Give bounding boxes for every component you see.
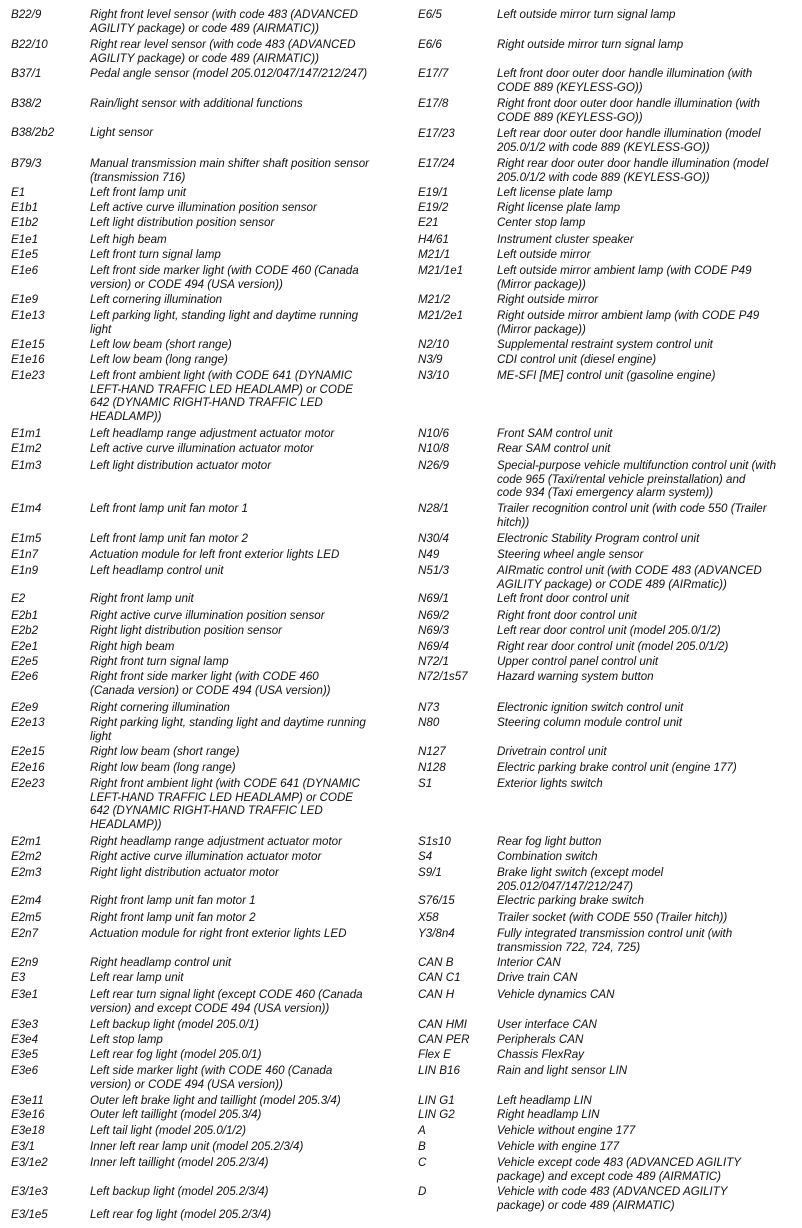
legend-description: Left light distribution actuator motor	[90, 459, 272, 472]
legend-code: Flex E	[418, 1048, 451, 1061]
legend-description: Right front side marker light (with CODE 460 (Canada version) or CODE 494 (USA version))	[90, 670, 331, 697]
legend-description: Left front lamp unit	[90, 186, 187, 199]
legend-description: User interface CAN	[497, 1018, 597, 1031]
legend-code: E1e6	[11, 264, 39, 277]
legend-description: Actuation module for right front exterior lights LED	[90, 927, 347, 940]
legend-code: B22/10	[11, 38, 48, 51]
legend-code: CAN H	[418, 988, 455, 1001]
legend-description: Left rear fog light (model 205.0/1)	[90, 1048, 262, 1061]
legend-code: S76/15	[418, 894, 455, 907]
legend-description: Rain/light sensor with additional functions	[90, 97, 303, 110]
legend-description: Left rear door control unit (model 205.0/1/2)	[497, 624, 721, 637]
legend-description: Actuation module for left front exterior lights LED	[90, 548, 340, 561]
legend-code: B38/2b2	[11, 126, 55, 139]
legend-code: X58	[418, 911, 439, 924]
legend-description: Outer left taillight (model 205.3/4)	[90, 1108, 262, 1121]
legend-code: E1e16	[11, 353, 45, 366]
legend-description: Right front lamp unit fan motor 2	[90, 911, 256, 924]
legend-description: Left active curve illumination actuator motor	[90, 442, 314, 455]
legend-code: E19/2	[418, 201, 449, 214]
legend-code: E19/1	[418, 186, 449, 199]
legend-description: Supplemental restraint system control unit	[497, 338, 713, 351]
legend-description: Rain and light sensor LIN	[497, 1064, 628, 1077]
legend-code: N69/4	[418, 640, 449, 653]
legend-code: N69/1	[418, 592, 449, 605]
legend-description: Left license plate lamp	[497, 186, 613, 199]
legend-code: M21/2	[418, 293, 451, 306]
legend-code: H4/61	[418, 233, 449, 246]
legend-code: B79/3	[11, 157, 42, 170]
legend-description: Electronic ignition switch control unit	[497, 701, 684, 714]
legend-description: ME-SFI [ME] control unit (gasoline engine)	[497, 369, 716, 382]
legend-code: E1e9	[11, 293, 39, 306]
legend-description: Vehicle dynamics CAN	[497, 988, 615, 1001]
legend-code: LIN B16	[418, 1064, 460, 1077]
legend-code: CAN B	[418, 956, 454, 969]
legend-description: Left outside mirror ambient lamp (with CODE P49 (Mirror package))	[497, 264, 752, 291]
legend-code: N72/1s57	[418, 670, 468, 683]
legend-code: N128	[418, 761, 446, 774]
legend-description: Left headlamp control unit	[90, 564, 224, 577]
legend-description: Left low beam (long range)	[90, 353, 228, 366]
legend-description: Fully integrated transmission control unit (with transmission 722, 724, 725)	[497, 927, 733, 954]
legend-code: E17/23	[418, 127, 455, 140]
legend-code: E3/1e5	[11, 1208, 48, 1221]
legend-code: E3e4	[11, 1033, 39, 1046]
legend-code: N80	[418, 716, 440, 729]
legend-description: Left stop lamp	[90, 1033, 163, 1046]
legend-description: Left tail light (model 205.0/1/2)	[90, 1124, 246, 1137]
legend-code: E3	[11, 971, 26, 984]
legend-description: Left outside mirror turn signal lamp	[497, 8, 676, 21]
legend-code: E1	[11, 186, 26, 199]
legend-description: Upper control panel control unit	[497, 655, 659, 668]
legend-code: E1m4	[11, 502, 42, 515]
legend-code: N10/6	[418, 427, 449, 440]
legend-code: E6/6	[418, 38, 442, 51]
legend-description: Combination switch	[497, 850, 598, 863]
legend-description: Right rear door outer door handle illumination (model 205.0/1/2 with code 889 (KEYLESS-GO))	[497, 157, 769, 184]
legend-description: Left front door control unit	[497, 592, 630, 605]
legend-description: Pedal angle sensor (model 205.012/047/147/212/247)	[90, 67, 368, 80]
legend-description: Right front level sensor (with code 483 (ADVANCED AGILITY package) or code 489 (AIRMATIC))	[90, 8, 359, 35]
legend-description: Left backup light (model 205.2/3/4)	[90, 1185, 269, 1198]
legend-description: Chassis FlexRay	[497, 1048, 584, 1061]
legend-code: CAN C1	[418, 971, 461, 984]
legend-description: Right front lamp unit fan motor 1	[90, 894, 256, 907]
legend-code: N72/1	[418, 655, 449, 668]
legend-description: Right license plate lamp	[497, 201, 621, 214]
legend-code: E3e11	[11, 1094, 44, 1107]
legend-description: Left side marker light (with CODE 460 (Canada version) or CODE 494 (USA version))	[90, 1064, 333, 1091]
legend-code: D	[418, 1185, 427, 1198]
legend-description: Rear fog light button	[497, 835, 602, 848]
legend-description: Right front door outer door handle illumination (with CODE 889 (KEYLESS-GO))	[497, 97, 760, 124]
legend-code: S4	[418, 850, 433, 863]
legend-description: Left light distribution position sensor	[90, 216, 275, 229]
legend-code: CAN HMI	[418, 1018, 467, 1031]
legend-description: Left front ambient light (with CODE 641 (DYNAMIC LEFT-HAND TRAFFIC LED HEADLAMP) or CODE 642 (DYNAMIC RIGHT-HAND TRAFFIC LED HEADLAMP))	[90, 369, 354, 423]
legend-code: E6/5	[418, 8, 442, 21]
legend-description: Right outside mirror ambient lamp (with CODE P49 (Mirror package))	[497, 309, 760, 336]
legend-code: E2e23	[11, 777, 45, 790]
legend-description: Left high beam	[90, 233, 167, 246]
legend-description: Right low beam (short range)	[90, 745, 240, 758]
legend-code: N73	[418, 701, 440, 714]
legend-description: Right headlamp control unit	[90, 956, 232, 969]
legend-code: A	[418, 1124, 426, 1137]
legend-description: Left parking light, standing light and daytime running light	[90, 309, 359, 336]
legend-code: E1e15	[11, 338, 45, 351]
legend-description: Special-purpose vehicle multifunction control unit (with code 965 (Taxi/rental vehicle preinstallation) and code 934 (Taxi emergency alarm system))	[497, 459, 777, 500]
legend-code: E2e1	[11, 640, 39, 653]
legend-code: E3e18	[11, 1124, 45, 1137]
legend-description: Left headlamp range adjustment actuator motor	[90, 427, 335, 440]
legend-description: Instrument cluster speaker	[497, 233, 634, 246]
legend-description: Electronic Stability Program control unit	[497, 532, 700, 545]
legend-code: E1e23	[11, 369, 45, 382]
legend-code: E1m1	[11, 427, 42, 440]
legend-code: Y3/8n4	[418, 927, 455, 940]
legend-code: N127	[418, 745, 446, 758]
legend-description: Drivetrain control unit	[497, 745, 607, 758]
legend-code: E1b2	[11, 216, 39, 229]
legend-description: Right front turn signal lamp	[90, 655, 229, 668]
legend-description: Right parking light, standing light and daytime running light	[90, 716, 366, 743]
legend-description: Right headlamp range adjustment actuator motor	[90, 835, 342, 848]
legend-description: Right outside mirror	[497, 293, 599, 306]
legend-code: E2m3	[11, 866, 42, 879]
legend-code: E2e13	[11, 716, 45, 729]
legend-code: E1n7	[11, 548, 39, 561]
legend-code: M21/2e1	[418, 309, 464, 322]
legend-description: Front SAM control unit	[497, 427, 613, 440]
legend-code: N51/3	[418, 564, 449, 577]
legend-code: E1m2	[11, 442, 42, 455]
legend-description: Steering wheel angle sensor	[497, 548, 644, 561]
legend-code: E2m5	[11, 911, 42, 924]
legend-code: E2e9	[11, 701, 39, 714]
legend-code: E17/7	[418, 67, 449, 80]
legend-description: Light sensor	[90, 126, 154, 139]
legend-code: LIN G1	[418, 1094, 455, 1107]
legend-code: N10/8	[418, 442, 449, 455]
legend-code: E2e16	[11, 761, 45, 774]
legend-code: E17/24	[418, 157, 455, 170]
legend-code: S9/1	[418, 866, 442, 879]
legend-code: E2b1	[11, 609, 39, 622]
legend-code: E2b2	[11, 624, 39, 637]
legend-code: E1e13	[11, 309, 45, 322]
legend-code: E1b1	[11, 201, 39, 214]
legend-description: Peripherals CAN	[497, 1033, 584, 1046]
legend-code: E1n9	[11, 564, 39, 577]
legend-description: Right light distribution position sensor	[90, 624, 283, 637]
legend-description: Electric parking brake switch	[497, 894, 644, 907]
legend-description: Right headlamp LIN	[497, 1108, 600, 1121]
legend-description: Left rear fog light (model 205.2/3/4)	[90, 1208, 272, 1221]
legend-description: Left backup light (model 205.0/1)	[90, 1018, 259, 1031]
legend-code: E3e16	[11, 1108, 45, 1121]
legend-code: N28/1	[418, 502, 449, 515]
legend-description: Right front lamp unit	[90, 592, 194, 605]
legend-code: E2m1	[11, 835, 42, 848]
legend-code: N30/4	[418, 532, 449, 545]
legend-description: Left front side marker light (with CODE 460 (Canada version) or CODE 494 (USA version))	[90, 264, 359, 291]
legend-description: Steering column module control unit	[497, 716, 682, 729]
legend-code: E1m3	[11, 459, 42, 472]
legend-description: Left low beam (short range)	[90, 338, 232, 351]
legend-description: Left front lamp unit fan motor 2	[90, 532, 248, 545]
legend-description: Right cornering illumination	[90, 701, 230, 714]
legend-code: N69/2	[418, 609, 449, 622]
legend-description: Left outside mirror	[497, 248, 591, 261]
legend-description: Vehicle except code 483 (ADVANCED AGILITY package) and except code 489 (AIRMATIC)	[497, 1156, 742, 1183]
legend-code: N2/10	[418, 338, 449, 351]
legend-description: Vehicle without engine 177	[497, 1124, 636, 1137]
legend-code: E2n9	[11, 956, 39, 969]
legend-description: Left rear door outer door handle illumination (model 205.0/1/2 with code 889 (KEYLESS-GO))	[497, 127, 761, 154]
legend-description: Left rear lamp unit	[90, 971, 184, 984]
legend-code: N3/9	[418, 353, 443, 366]
legend-description: Left cornering illumination	[90, 293, 223, 306]
legend-description: Electric parking brake control unit (engine 177)	[497, 761, 737, 774]
legend-code: N69/3	[418, 624, 449, 637]
legend-description: Right high beam	[90, 640, 175, 653]
legend-description: Left front lamp unit fan motor 1	[90, 502, 248, 515]
legend-code: E3/1e2	[11, 1156, 48, 1169]
legend-description: Right low beam (long range)	[90, 761, 236, 774]
legend-code: E3/1	[11, 1140, 35, 1153]
legend-code: E1e1	[11, 233, 39, 246]
legend-description: Inner left taillight (model 205.2/3/4)	[90, 1156, 269, 1169]
legend-code: S1s10	[418, 835, 451, 848]
legend-code: E21	[418, 216, 439, 229]
legend-description: Right light distribution actuator motor	[90, 866, 279, 879]
legend-code: E2e5	[11, 655, 39, 668]
legend-code: M21/1e1	[418, 264, 464, 277]
legend-code: E3e1	[11, 988, 39, 1001]
legend-code: E2m2	[11, 850, 42, 863]
legend-code: E3e5	[11, 1048, 39, 1061]
legend-description: Outer left brake light and taillight (model 205.3/4)	[90, 1094, 341, 1107]
legend-description: Inner left rear lamp unit (model 205.2/3/4)	[90, 1140, 304, 1153]
legend-code: E3e3	[11, 1018, 39, 1031]
legend-code: E2n7	[11, 927, 39, 940]
legend-description: Right outside mirror turn signal lamp	[497, 38, 684, 51]
legend-description: Right active curve illumination position sensor	[90, 609, 325, 622]
legend-description: Brake light switch (except model 205.012/047/147/212/247)	[497, 866, 664, 893]
legend-description: Vehicle with code 483 (ADVANCED AGILITY package) or code 489 (AIRMATIC)	[497, 1185, 728, 1212]
legend-code: E3e6	[11, 1064, 39, 1077]
legend-description: Trailer socket (with CODE 550 (Trailer hitch))	[497, 911, 728, 924]
legend-code: N49	[418, 548, 440, 561]
legend-description: Drive train CAN	[497, 971, 578, 984]
legend-code: B	[418, 1140, 426, 1153]
legend-description: Left front door outer door handle illumination (with CODE 889 (KEYLESS-GO))	[497, 67, 753, 94]
legend-code: N3/10	[418, 369, 449, 382]
legend-code: E17/8	[418, 97, 449, 110]
legend-code: B38/2	[11, 97, 42, 110]
legend-code: B22/9	[11, 8, 42, 21]
legend-description: Manual transmission main shifter shaft position sensor (transmission 716)	[90, 157, 370, 184]
legend-description: Exterior lights switch	[497, 777, 603, 790]
legend-description: Trailer recognition control unit (with code 550 (Trailer hitch))	[497, 502, 767, 529]
legend-description: Left headlamp LIN	[497, 1094, 592, 1107]
legend-code: C	[418, 1156, 427, 1169]
legend-code: E2m4	[11, 894, 42, 907]
legend-description: Interior CAN	[497, 956, 561, 969]
legend-description: Right front ambient light (with CODE 641 (DYNAMIC LEFT-HAND TRAFFIC LED HEADLAMP) or CODE 642 (DYNAMIC RIGHT-HAND TRAFFIC LED HEADLAMP))	[90, 777, 360, 831]
legend-description: Right rear door control unit (model 205.0/1/2)	[497, 640, 729, 653]
legend-code: LIN G2	[418, 1108, 455, 1121]
legend-code: M21/1	[418, 248, 451, 261]
legend-code: E1m5	[11, 532, 42, 545]
legend-description: Right rear level sensor (with code 483 (ADVANCED AGILITY package) or code 489 (AIRMATIC))	[90, 38, 356, 65]
legend-description: Left active curve illumination position sensor	[90, 201, 317, 214]
legend-code: CAN PER	[418, 1033, 470, 1046]
legend-code: E2	[11, 592, 26, 605]
legend-description: Left rear turn signal light (except CODE 460 (Canada version) and except CODE 494 (USA version))	[90, 988, 363, 1015]
legend-code: B37/1	[11, 67, 42, 80]
legend-code: E3/1e3	[11, 1185, 48, 1198]
legend-description: CDI control unit (diesel engine)	[497, 353, 657, 366]
legend-description: Center stop lamp	[497, 216, 586, 229]
legend-code: N26/9	[418, 459, 449, 472]
legend-description: AIRmatic control unit (with CODE 483 (ADVANCED AGILITY package) or CODE 489 (AIRmatic))	[497, 564, 762, 591]
legend-code: E1e5	[11, 248, 39, 261]
legend-description: Rear SAM control unit	[497, 442, 611, 455]
legend-code: E2e6	[11, 670, 39, 683]
legend-description: Right active curve illumination actuator motor	[90, 850, 322, 863]
legend-code: E2e15	[11, 745, 45, 758]
legend-code: S1	[418, 777, 433, 790]
legend-description: Right front door control unit	[497, 609, 637, 622]
legend-description: Vehicle with engine 177	[497, 1140, 620, 1153]
legend-description: Left front turn signal lamp	[90, 248, 221, 261]
legend-description: Hazard warning system button	[497, 670, 654, 683]
